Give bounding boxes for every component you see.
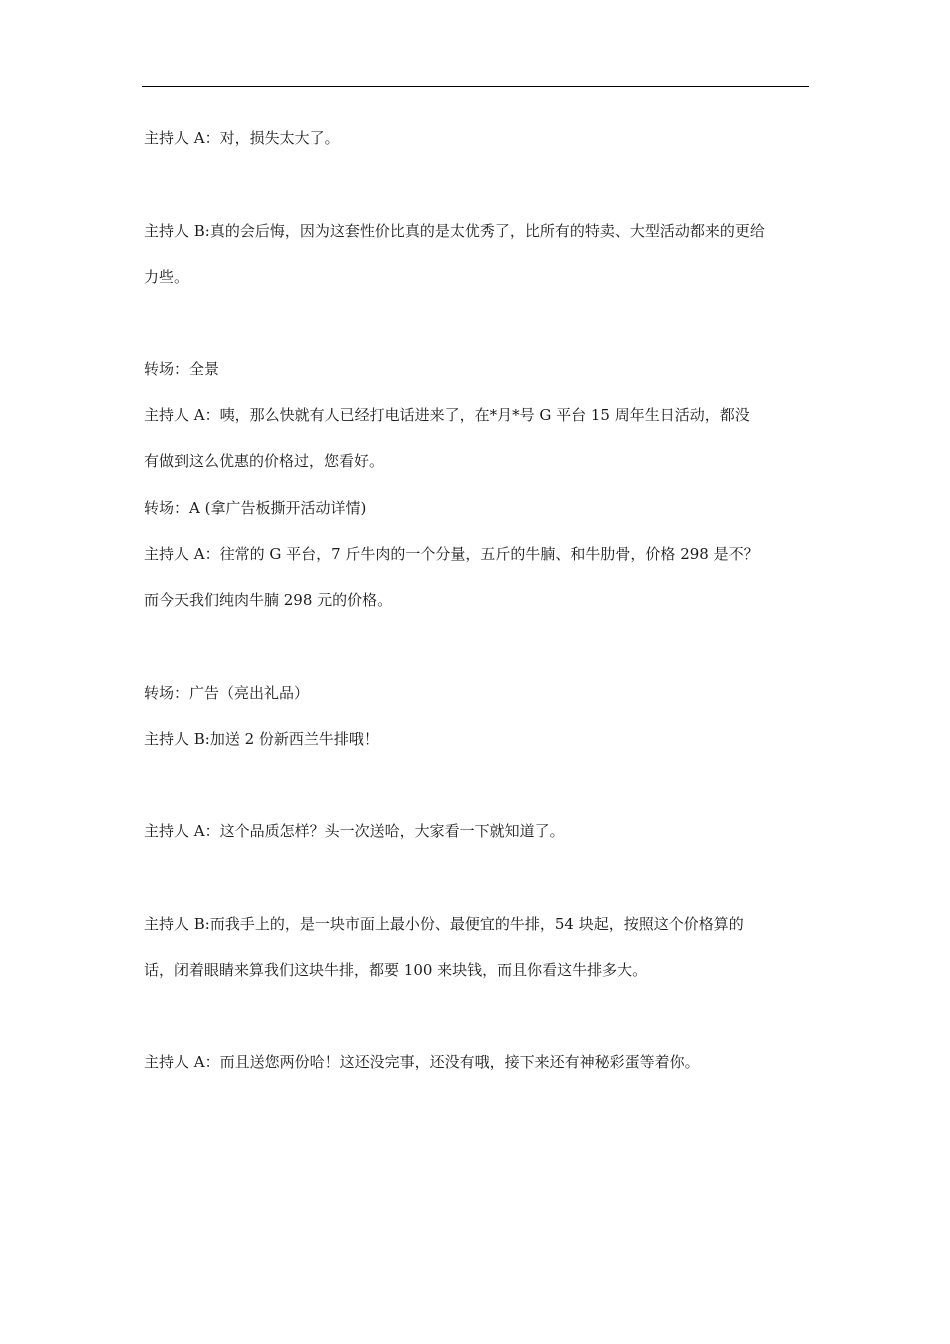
text-line: 主持人 B:而我手上的，是一块市面上最小份、最便宜的牛排，54 块起，按照这个价格算的 <box>144 915 744 933</box>
text-line: 力些。 <box>144 268 190 286</box>
text-line: 主持人 A：而且送您两份哈！这还没完事，还没有哦，接下来还有神秘彩蛋等着你。 <box>144 1053 700 1071</box>
text-line: 有做到这么优惠的价格过，您看好。 <box>144 452 385 470</box>
text-line: 主持人 B:加送 2 份新西兰牛排哦！ <box>144 730 379 748</box>
text-line: 主持人 A：这个品质怎样？头一次送哈，大家看一下就知道了。 <box>144 822 565 840</box>
header-rule <box>142 86 809 87</box>
text-line: 转场：A (拿广告板撕开活动详情) <box>144 499 367 517</box>
text-line: 主持人 A：往常的 G 平台，7 斤牛肉的一个分量，五斤的牛腩、和牛肋骨，价格 298 是不？ <box>144 545 759 563</box>
text-line: 主持人 A：咦，那么快就有人已经打电话进来了，在*月*号 G 平台 15 周年生日活动，都没 <box>144 406 750 424</box>
text-line: 转场：全景 <box>144 360 220 378</box>
text-line: 而今天我们纯肉牛腩 298 元的价格。 <box>144 591 393 609</box>
text-line: 主持人 B:真的会后悔，因为这套性价比真的是太优秀了，比所有的特卖、大型活动都来的更给 <box>144 222 765 240</box>
text-line: 主持人 A：对，损失太大了。 <box>144 129 340 147</box>
text-line: 话，闭着眼睛来算我们这块牛排，都要 100 来块钱，而且你看这牛排多大。 <box>144 961 648 979</box>
text-line: 转场：广告（亮出礼品） <box>144 684 310 702</box>
